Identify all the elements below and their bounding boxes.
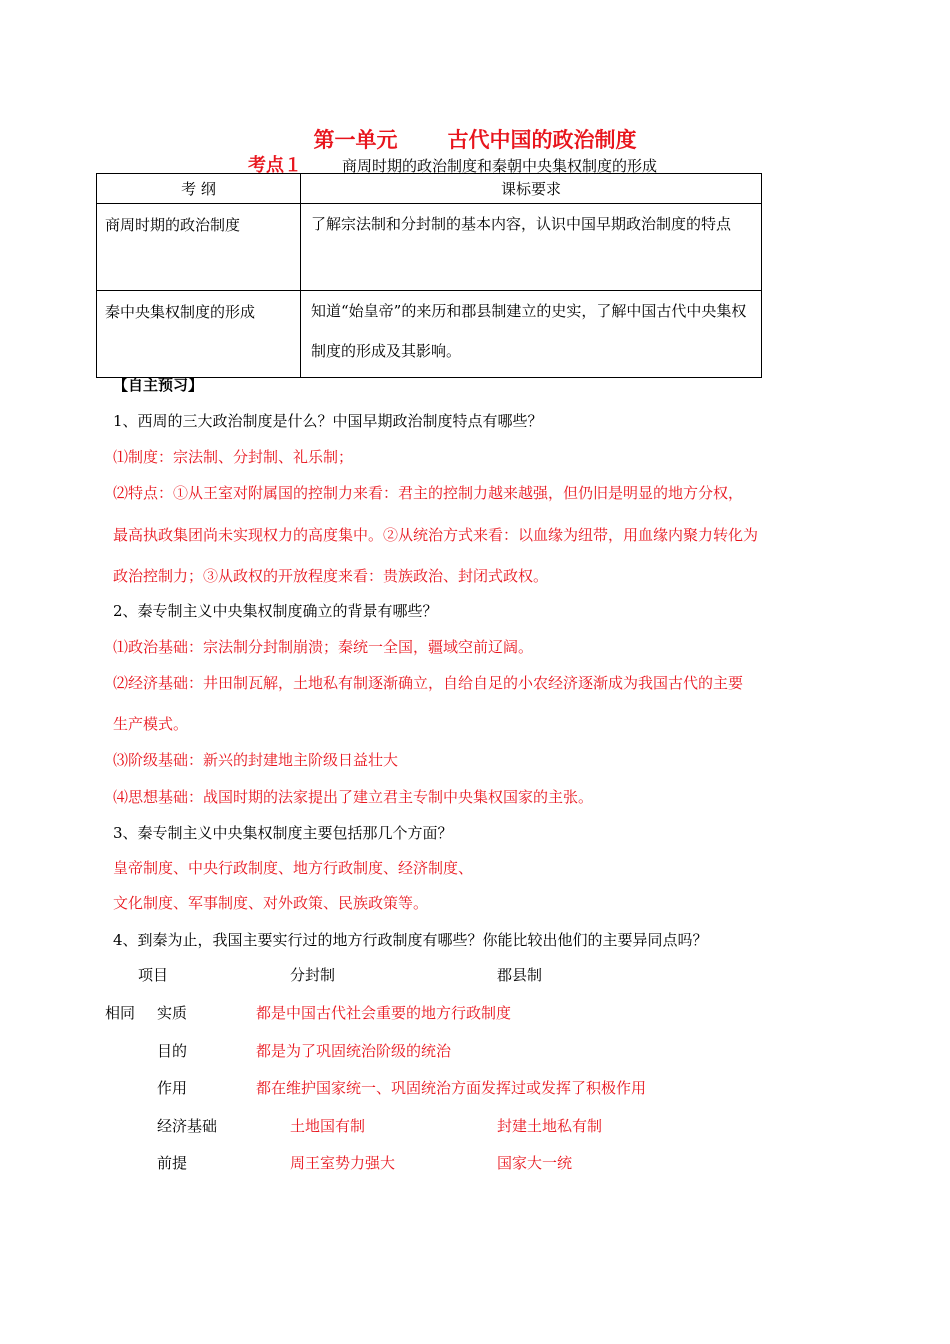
kaodian-label: 考点１: [248, 155, 302, 176]
diff-row-junxian: 封建土地私有制: [497, 1117, 603, 1135]
answer-1-1: ⑴制度：宗法制、分封制、礼乐制；: [113, 448, 354, 466]
answer-2-2-line2: 生产模式。: [113, 715, 189, 733]
col-item: 项目: [138, 966, 169, 984]
header-outline: 考 纲: [97, 174, 301, 204]
unit-name: 古代中国的政治制度: [447, 128, 637, 152]
row-topic: 商周时期的政治制度: [97, 204, 301, 291]
compare-row-label: 目的: [157, 1042, 188, 1060]
unit-label: 第一单元: [313, 128, 398, 152]
answer-2-1: ⑴政治基础：宗法制分封制崩溃；秦统一全国，疆域空前辽阔。: [113, 638, 534, 656]
page-title: [0, 124, 950, 154]
diff-row-label: 经济基础: [157, 1117, 218, 1135]
section-heading: 【自主预习】: [113, 376, 204, 394]
kaodian-text: 商周时期的政治制度和秦朝中央集权制度的形成: [342, 157, 658, 175]
diff-row-fenfeng: 土地国有制: [290, 1117, 366, 1135]
diff-row-label: 前提: [157, 1154, 188, 1172]
col-fenfeng: 分封制: [290, 966, 336, 984]
answer-2-2-line1: ⑵经济基础：井田制瓦解，土地私有制逐渐确立，自给自足的小农经济逐渐成为我国古代的主要: [113, 674, 744, 692]
question-3: 3、秦专制主义中央集权制度主要包括那几个方面？: [113, 824, 453, 842]
answer-3-line1: 皇帝制度、中央行政制度、地方行政制度、经济制度、: [113, 859, 474, 877]
table-row: [97, 291, 762, 378]
answer-1-2-line3: 政治控制力；③从政权的开放程度来看：贵族政治、封闭式政权。: [113, 567, 549, 585]
table-row: [97, 204, 762, 291]
answer-1-2-line1: ⑵特点：①从王室对附属国的控制力来看：君主的控制力越来越强，但仍旧是明显的地方分权，: [113, 484, 744, 502]
header-requirement: 课标要求: [301, 174, 762, 204]
compare-row-common: 都是中国古代社会重要的地方行政制度: [256, 1004, 512, 1022]
compare-row-label: 作用: [157, 1079, 188, 1097]
same-label: 相同: [105, 1004, 136, 1022]
compare-row-label: 实质: [157, 1004, 188, 1022]
question-1: 1、西周的三大政治制度是什么？中国早期政治制度特点有哪些？: [113, 412, 543, 430]
answer-2-3: ⑶阶级基础：新兴的封建地主阶级日益壮大: [113, 751, 399, 769]
question-4: 4、到秦为止，我国主要实行过的地方行政制度有哪些？你能比较出他们的主要异同点吗？: [113, 931, 708, 949]
outline-table: [96, 173, 762, 378]
diff-row-junxian: 国家大一统: [497, 1154, 573, 1172]
compare-row-common: 都是为了巩固统治阶级的统治: [256, 1042, 452, 1060]
row-requirement: 知道“始皇帝”的来历和郡县制建立的史实，了解中国古代中央集权制度的形成及其影响。: [301, 291, 762, 378]
answer-1-2-line2: 最高执政集团尚未实现权力的高度集中。②从统治方式来看：以血缘为纽带，用血缘内聚力转化为: [113, 526, 759, 544]
row-requirement: 了解宗法制和分封制的基本内容，认识中国早期政治制度的特点: [301, 204, 762, 291]
compare-row-common: 都在维护国家统一、巩固统治方面发挥过或发挥了积极作用: [256, 1079, 647, 1097]
diff-row-fenfeng: 周王室势力强大: [290, 1154, 396, 1172]
col-junxian: 郡县制: [497, 966, 543, 984]
answer-2-4: ⑷思想基础：战国时期的法家提出了建立君主专制中央集权国家的主张。: [113, 788, 594, 806]
table-header-row: [97, 174, 762, 204]
row-topic: 秦中央集权制度的形成: [97, 291, 301, 378]
question-2: 2、秦专制主义中央集权制度确立的背景有哪些？: [113, 602, 438, 620]
answer-3-line2: 文化制度、军事制度、对外政策、民族政策等。: [113, 894, 429, 912]
